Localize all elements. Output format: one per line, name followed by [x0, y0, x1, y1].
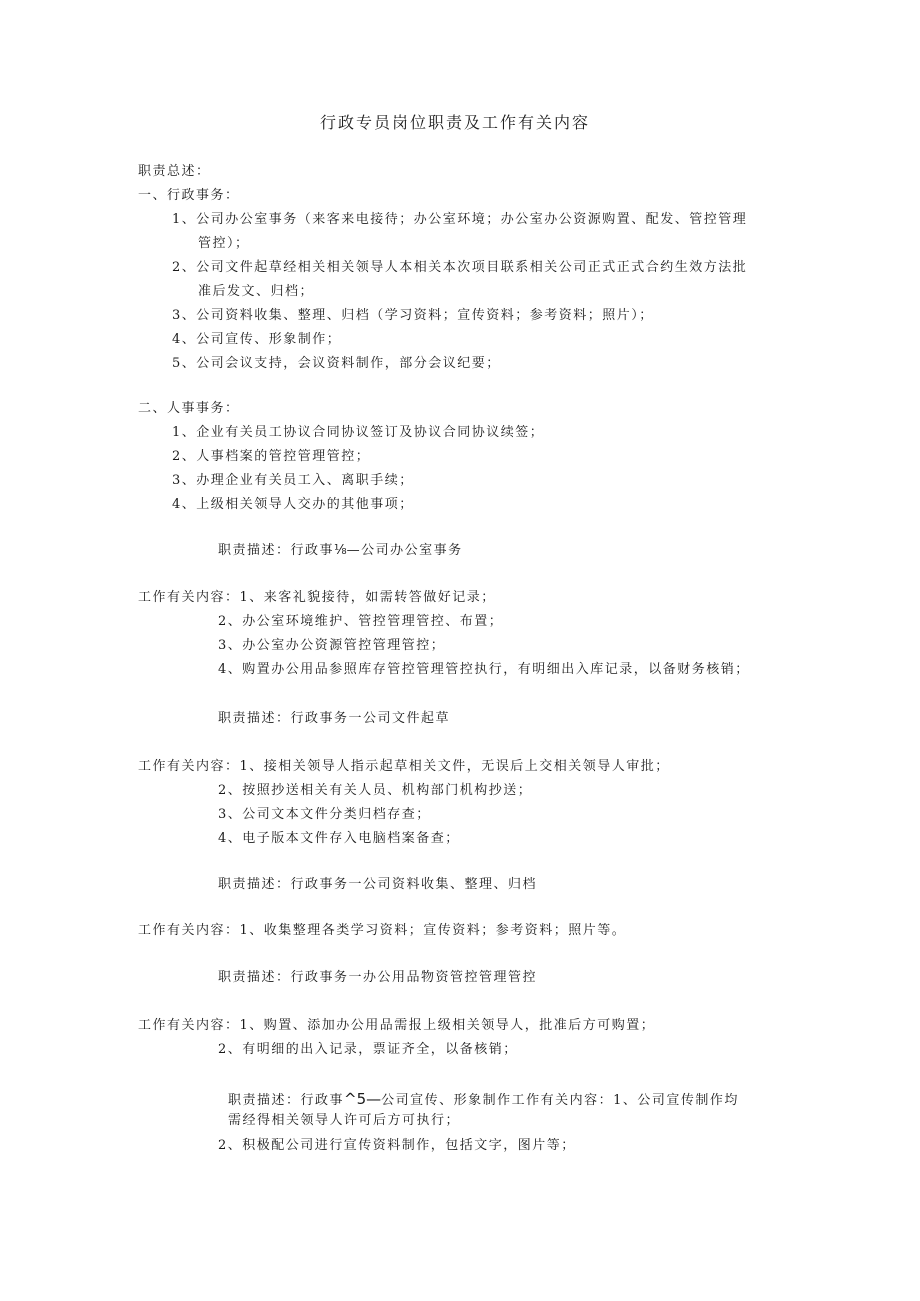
- list-item: 2、办公室环境维护、管控管理管控、布置；: [218, 614, 504, 629]
- duty-description-prefix: 职责描述：行政事: [228, 1093, 345, 1108]
- section-heading-admin: 一、行政事务：: [138, 188, 240, 203]
- list-item: 2、按照抄送相关有关人员、机构部门机构抄送；: [218, 783, 533, 798]
- duty-description-glyph: ^5—: [344, 1090, 382, 1108]
- duty-description: 职责描述：行政事务一公司文件起草: [218, 711, 451, 726]
- work-content-first-line: [138, 1017, 655, 1035]
- list-item-continuation: 管控）；: [198, 236, 250, 251]
- duty-description-continuation: 需经得相关领导人许可后方可执行；: [228, 1113, 461, 1128]
- duty-description: 职责描述：行政事务一公司资料收集、整理、归档: [218, 877, 538, 892]
- work-content-first-line: [138, 922, 626, 940]
- list-item: 5、公司会议支持，会议资料制作，部分会议纪要；: [172, 356, 501, 371]
- list-item: 4、购置办公用品参照库存管控管理管控执行，有明细出入库记录，以备财务核销；: [218, 662, 750, 677]
- work-content-label: 工作有关内容：: [138, 590, 240, 605]
- work-content-first-line: [138, 589, 496, 607]
- work-content-label: 工作有关内容：: [138, 759, 240, 774]
- list-item: 1、企业有关员工协议合同协议签订及协议合同协议续签；: [172, 425, 545, 440]
- work-content-label: 工作有关内容：: [138, 1018, 240, 1033]
- list-item: 4、上级相关领导人交办的其他事项；: [172, 497, 414, 512]
- list-item: 3、办理企业有关员工入、离职手续；: [172, 473, 414, 488]
- work-content-label: 工作有关内容：: [138, 923, 240, 938]
- duty-description-suffix: 公司宣传、形象制作工作有关内容：1、公司宣传制作均: [381, 1093, 739, 1108]
- list-item: 2、有明细的出入记录，票证齐全，以备核销；: [218, 1042, 518, 1057]
- list-item: 4、电子版本文件存入电脑档案备查；: [218, 831, 460, 846]
- work-content-first-line: [138, 758, 670, 776]
- list-item-continuation: 准后发文、归档；: [198, 284, 315, 299]
- duty-description-glyph: ⅛: [334, 543, 347, 558]
- list-item: 1、收集整理各类学习资料；宣传资料；参考资料；照片等。: [239, 923, 627, 938]
- duty-description: [218, 542, 463, 560]
- duty-description: [228, 1090, 739, 1110]
- list-item: 3、办公室办公资源管控管理管控；: [218, 638, 446, 653]
- duty-description-prefix: 职责描述：行政事: [218, 543, 335, 558]
- section-heading-hr: 二、人事事务：: [138, 401, 240, 416]
- duty-description-suffix: —公司办公室事务: [346, 543, 463, 558]
- list-item: 2、公司文件起草经相关相关领导人本相关本次项目联系相关公司正式正式合约生效方法批: [172, 260, 748, 275]
- list-item: 2、积极配公司进行宣传资料制作，包括文字，图片等；: [218, 1138, 576, 1153]
- list-item: 2、人事档案的管控管理管控；: [172, 449, 371, 464]
- list-item: 3、公司资料收集、整理、归档（学习资料；宣传资料；参考资料；照片）；: [172, 308, 654, 323]
- list-item: 1、接相关领导人指示起草相关文件，无误后上交相关领导人审批；: [239, 759, 670, 774]
- page-title: 行政专员岗位职责及工作有关内容: [320, 113, 591, 132]
- list-item: 3、公司文本文件分类归档存查；: [218, 807, 431, 822]
- list-item: 1、购置、添加办公用品需报上级相关领导人，批准后方可购置；: [239, 1018, 656, 1033]
- list-item: 1、来客礼貌接待，如需转答做好记录；: [239, 590, 496, 605]
- duty-description: 职责描述：行政事务一办公用品物资管控管理管控: [218, 970, 538, 985]
- list-item: 4、公司宣传、形象制作；: [172, 332, 342, 347]
- list-item: 1、公司办公室事务（来客来电接待；办公室环境；办公室办公资源购置、配发、管控管理: [172, 212, 748, 227]
- summary-label: 职责总述：: [138, 164, 211, 179]
